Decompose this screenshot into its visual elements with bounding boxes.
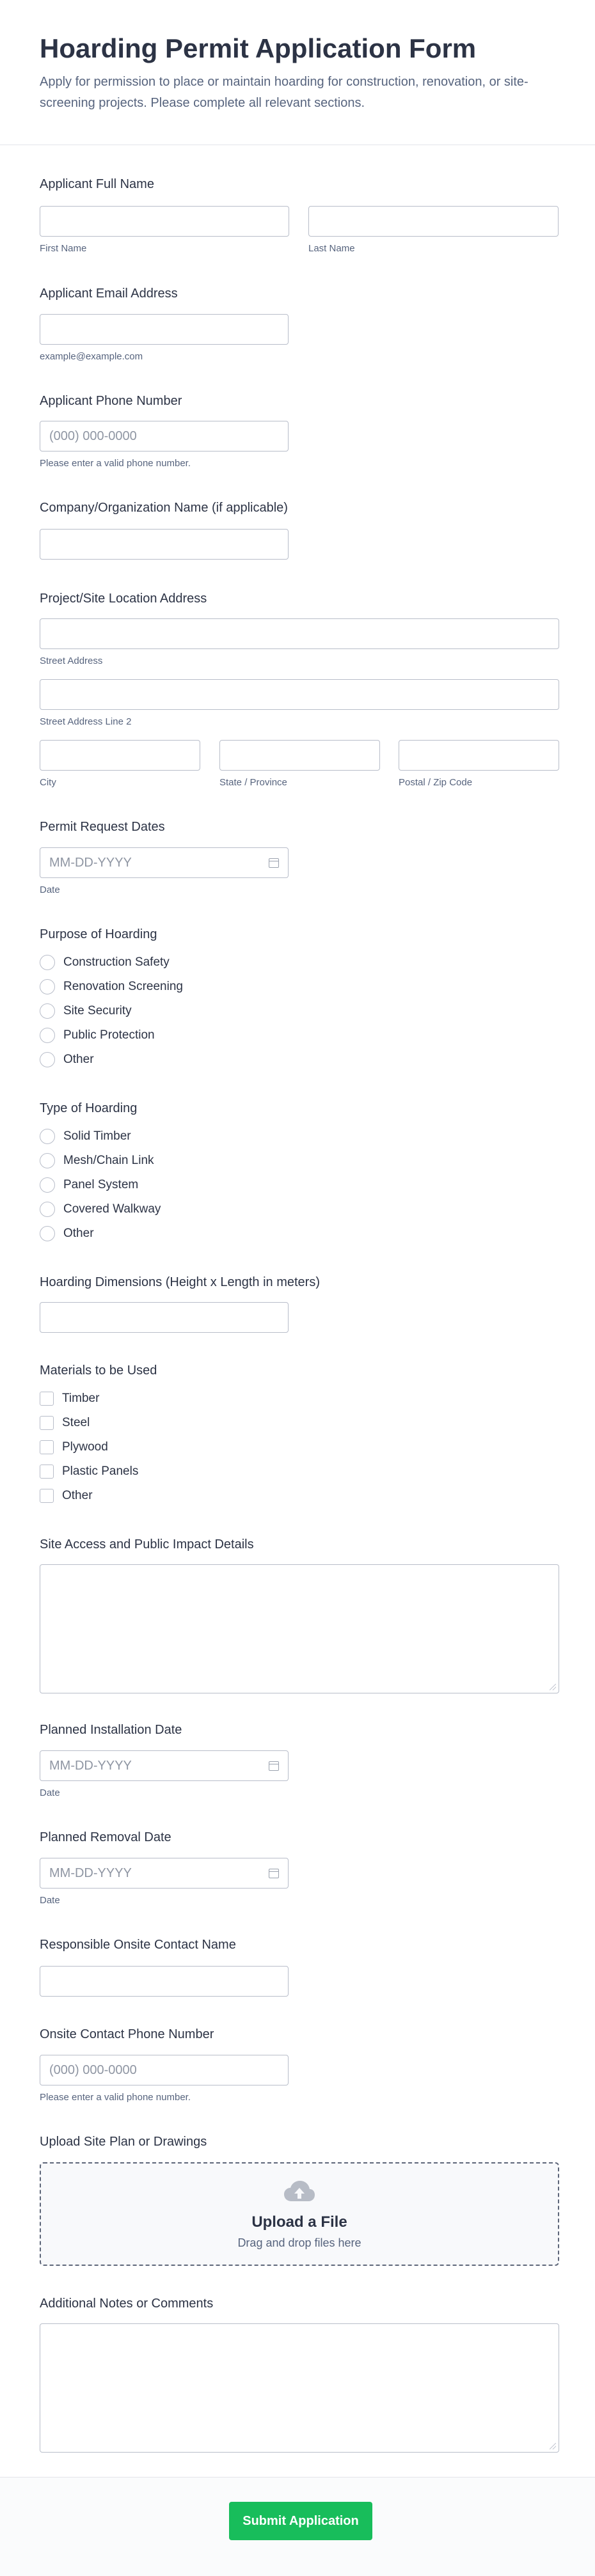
removal-date-placeholder: MM-DD-YYYY bbox=[49, 1866, 132, 1880]
install-date-input[interactable] bbox=[40, 1750, 289, 1781]
materials-options bbox=[40, 1386, 595, 1508]
upload-label: Upload Site Plan or Drawings bbox=[40, 2135, 207, 2149]
checkbox[interactable] bbox=[40, 1416, 54, 1430]
purpose-option[interactable] bbox=[40, 999, 595, 1023]
upload-title: Upload a File bbox=[251, 2213, 347, 2231]
first-name-group bbox=[40, 206, 289, 254]
postal-input[interactable] bbox=[399, 740, 559, 771]
materials-option[interactable] bbox=[40, 1459, 595, 1484]
first-name-input[interactable] bbox=[40, 206, 289, 237]
option-label: Site Security bbox=[63, 1004, 132, 1017]
dimensions-label: Hoarding Dimensions (Height x Length in meters) bbox=[40, 1275, 320, 1289]
phone-field bbox=[40, 393, 595, 469]
radio-button[interactable] bbox=[40, 1177, 55, 1193]
radio-button[interactable] bbox=[40, 1003, 55, 1019]
checkbox[interactable] bbox=[40, 1392, 54, 1406]
resize-handle-icon[interactable] bbox=[550, 1684, 556, 1690]
materials-option[interactable] bbox=[40, 1411, 595, 1435]
option-label: Other bbox=[63, 1227, 94, 1240]
removal-date-label: Planned Removal Date bbox=[40, 1830, 171, 1844]
materials-label: Materials to be Used bbox=[40, 1363, 157, 1378]
city-sublabel: City bbox=[40, 777, 56, 788]
postal-group bbox=[399, 740, 559, 788]
email-field bbox=[40, 285, 595, 362]
calendar-icon[interactable] bbox=[269, 1761, 279, 1771]
page-subtitle: Apply for permission to place or maintain hoarding for construction, renovation, or site-screening projects. Please complete all relevant sections. bbox=[40, 75, 528, 110]
option-label: Mesh/Chain Link bbox=[63, 1154, 154, 1167]
removal-date-sublabel: Date bbox=[40, 1895, 60, 1906]
option-label: Steel bbox=[62, 1416, 90, 1429]
city-input[interactable] bbox=[40, 740, 200, 771]
radio-button[interactable] bbox=[40, 1028, 55, 1043]
impact-textarea[interactable] bbox=[40, 1564, 559, 1693]
submit-button[interactable]: Submit Application bbox=[229, 2502, 372, 2540]
onsite-phone-field bbox=[40, 2026, 595, 2103]
install-date-sublabel: Date bbox=[40, 1787, 60, 1798]
permit-dates-label: Permit Request Dates bbox=[40, 820, 165, 834]
option-label: Other bbox=[63, 1053, 94, 1066]
notes-label: Additional Notes or Comments bbox=[40, 2297, 214, 2311]
upload-subtitle: Drag and drop files here bbox=[237, 2236, 361, 2249]
form-footer bbox=[0, 2477, 595, 2576]
type-field bbox=[40, 1100, 595, 1246]
form-header bbox=[0, 0, 595, 145]
page-title: Hoarding Permit Application Form bbox=[40, 33, 477, 63]
upload-field bbox=[40, 2133, 595, 2266]
impact-field bbox=[40, 1536, 595, 1693]
postal-sublabel: Postal / Zip Code bbox=[399, 777, 473, 788]
radio-button[interactable] bbox=[40, 1226, 55, 1241]
file-dropzone[interactable] bbox=[40, 2162, 559, 2266]
permit-dates-placeholder: MM-DD-YYYY bbox=[49, 856, 132, 870]
purpose-field bbox=[40, 926, 595, 1072]
purpose-options bbox=[40, 950, 595, 1072]
street-address-input[interactable] bbox=[40, 618, 559, 649]
install-date-field bbox=[40, 1722, 595, 1798]
option-label: Solid Timber bbox=[63, 1129, 131, 1143]
notes-field bbox=[40, 2295, 595, 2453]
materials-option[interactable] bbox=[40, 1484, 595, 1508]
street-address-sublabel: Street Address bbox=[40, 656, 103, 666]
radio-button[interactable] bbox=[40, 1052, 55, 1067]
onsite-contact-field bbox=[40, 1936, 595, 1997]
type-option[interactable] bbox=[40, 1221, 595, 1246]
phone-label: Applicant Phone Number bbox=[40, 394, 182, 408]
applicant-name-field bbox=[40, 176, 595, 254]
option-label: Public Protection bbox=[63, 1028, 155, 1042]
type-option[interactable] bbox=[40, 1149, 595, 1173]
install-date-label: Planned Installation Date bbox=[40, 1723, 182, 1737]
email-label: Applicant Email Address bbox=[40, 287, 178, 301]
type-option[interactable] bbox=[40, 1197, 595, 1221]
checkbox[interactable] bbox=[40, 1440, 54, 1454]
applicant-name-label: Applicant Full Name bbox=[40, 177, 154, 191]
option-label: Covered Walkway bbox=[63, 1202, 161, 1216]
materials-option[interactable] bbox=[40, 1386, 595, 1411]
address-field bbox=[40, 590, 595, 788]
type-options bbox=[40, 1124, 595, 1246]
permit-dates-input[interactable] bbox=[40, 847, 289, 878]
first-name-sublabel: First Name bbox=[40, 243, 87, 254]
dimensions-field bbox=[40, 1274, 595, 1333]
onsite-phone-input[interactable]: (000) 000-0000 bbox=[40, 2055, 289, 2085]
option-label: Other bbox=[62, 1489, 93, 1502]
purpose-label: Purpose of Hoarding bbox=[40, 927, 157, 941]
last-name-sublabel: Last Name bbox=[308, 243, 355, 254]
last-name-input[interactable] bbox=[308, 206, 559, 237]
purpose-option[interactable] bbox=[40, 1048, 595, 1072]
phone-sublabel: Please enter a valid phone number. bbox=[40, 458, 191, 469]
email-sublabel: example@example.com bbox=[40, 351, 143, 362]
onsite-phone-label: Onsite Contact Phone Number bbox=[40, 2027, 214, 2041]
radio-button[interactable] bbox=[40, 955, 55, 970]
dimensions-input[interactable] bbox=[40, 1302, 289, 1333]
email-input[interactable] bbox=[40, 314, 289, 345]
street-address-2-sublabel: Street Address Line 2 bbox=[40, 716, 132, 727]
calendar-icon[interactable] bbox=[269, 1869, 279, 1878]
option-label: Renovation Screening bbox=[63, 980, 183, 993]
address-label: Project/Site Location Address bbox=[40, 592, 207, 606]
removal-date-field bbox=[40, 1829, 595, 1906]
option-label: Timber bbox=[62, 1392, 100, 1405]
onsite-phone-sublabel: Please enter a valid phone number. bbox=[40, 2092, 191, 2103]
impact-label: Site Access and Public Impact Details bbox=[40, 1537, 254, 1551]
option-label: Plastic Panels bbox=[62, 1465, 139, 1478]
purpose-option[interactable] bbox=[40, 1023, 595, 1048]
permit-dates-field bbox=[40, 819, 595, 895]
onsite-contact-input[interactable] bbox=[40, 1966, 289, 1997]
calendar-icon[interactable] bbox=[269, 858, 279, 868]
company-input[interactable] bbox=[40, 529, 289, 560]
notes-textarea[interactable] bbox=[40, 2323, 559, 2453]
state-sublabel: State / Province bbox=[219, 777, 287, 788]
state-input[interactable] bbox=[219, 740, 380, 771]
materials-option[interactable] bbox=[40, 1435, 595, 1459]
state-group bbox=[219, 740, 380, 788]
onsite-contact-label: Responsible Onsite Contact Name bbox=[40, 1938, 236, 1952]
radio-button[interactable] bbox=[40, 979, 55, 994]
form-body bbox=[0, 176, 595, 2453]
type-label: Type of Hoarding bbox=[40, 1101, 138, 1115]
radio-button[interactable] bbox=[40, 1129, 55, 1144]
city-group bbox=[40, 740, 200, 788]
radio-button[interactable] bbox=[40, 1153, 55, 1168]
purpose-option[interactable] bbox=[40, 975, 595, 999]
purpose-option[interactable] bbox=[40, 950, 595, 975]
option-label: Panel System bbox=[63, 1178, 139, 1191]
permit-dates-sublabel: Date bbox=[40, 884, 60, 895]
checkbox[interactable] bbox=[40, 1489, 54, 1503]
materials-field bbox=[40, 1362, 595, 1508]
street-address-2-input[interactable] bbox=[40, 679, 559, 710]
checkbox[interactable] bbox=[40, 1465, 54, 1479]
resize-handle-icon[interactable] bbox=[550, 2443, 556, 2449]
last-name-group bbox=[308, 206, 559, 254]
company-field bbox=[40, 499, 595, 560]
company-label: Company/Organization Name (if applicable) bbox=[40, 501, 288, 515]
type-option[interactable] bbox=[40, 1124, 595, 1149]
cloud-upload-icon bbox=[283, 2180, 315, 2202]
type-option[interactable] bbox=[40, 1173, 595, 1197]
removal-date-input[interactable] bbox=[40, 1858, 289, 1889]
install-date-placeholder: MM-DD-YYYY bbox=[49, 1759, 132, 1773]
phone-input[interactable]: (000) 000-0000 bbox=[40, 421, 289, 452]
option-label: Plywood bbox=[62, 1440, 108, 1454]
option-label: Construction Safety bbox=[63, 955, 170, 969]
radio-button[interactable] bbox=[40, 1202, 55, 1217]
